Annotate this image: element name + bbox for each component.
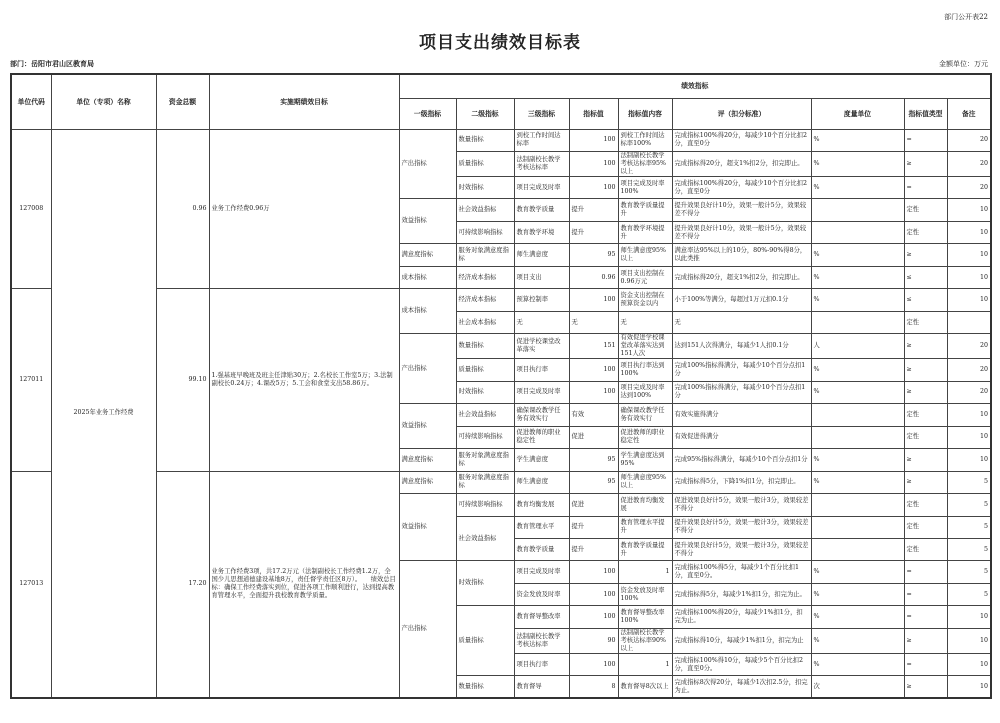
value-cell: 有效 — [569, 404, 618, 426]
content-cell: 师生满意度95%以上 — [618, 244, 672, 266]
standard-cell: 完成100%指标得满分，每减少10个百分点扣1分 — [672, 359, 811, 381]
standard-cell: 小于100%等满分，每超过1万元扣0.1分 — [672, 289, 811, 311]
funds-total: 0.96 — [156, 129, 209, 289]
l3-cell: 教育督导整改率 — [514, 606, 569, 628]
measure-cell: 次 — [811, 676, 904, 698]
measure-cell: % — [811, 381, 904, 403]
measure-cell: % — [811, 176, 904, 198]
level2-indicator: 质量指标 — [456, 606, 514, 676]
page-title: 项目支出绩效目标表 — [419, 33, 581, 53]
value-cell: 100 — [569, 561, 618, 583]
type-cell: = — [904, 606, 947, 628]
standard-cell: 完成指标100%得20分，每减少10个百分比扣2分，直至0分 — [672, 176, 811, 198]
type-cell: ≥ — [904, 359, 947, 381]
funds-total: 17.20 — [156, 471, 209, 698]
content-cell: 确保课改教学任务有效实行 — [618, 404, 672, 426]
l3-cell: 项目完成及时率 — [514, 381, 569, 403]
level2-indicator: 时效指标 — [456, 176, 514, 198]
standard-cell: 提升效果良好计5分，效果一般计3分，效果较差不得分 — [672, 539, 811, 561]
level2-indicator: 数量指标 — [456, 334, 514, 359]
measure-cell: % — [811, 266, 904, 288]
measure-cell: % — [811, 653, 904, 675]
content-cell: 1 — [618, 561, 672, 583]
value-cell: 0.96 — [569, 266, 618, 288]
l3-cell: 确保课改教学任务有效实行 — [514, 404, 569, 426]
standard-cell: 提升效果良好计10分，效果一般计5分，效果较差不得分 — [672, 199, 811, 221]
table-body — [11, 129, 991, 698]
unit-code: 127013 — [11, 471, 51, 698]
level2-indicator: 可持续影响指标 — [456, 494, 514, 516]
measure-cell: % — [811, 244, 904, 266]
level2-indicator: 服务对象满意度指标 — [456, 244, 514, 266]
content-cell: 项目支出控制在0.96万元 — [618, 266, 672, 288]
l3-cell: 教育均衡发展 — [514, 494, 569, 516]
content-cell: 师生满意度95%以上 — [618, 471, 672, 493]
level2-indicator: 质量指标 — [456, 359, 514, 381]
note-cell: 5 — [947, 471, 991, 493]
funds-total: 99.10 — [156, 289, 209, 471]
standard-cell: 提升效果良好计5分，效果一般计3分，效果较差不得分 — [672, 516, 811, 538]
standard-cell: 完成指标得5分，每减少1%扣1分，扣完为止。 — [672, 583, 811, 605]
standard-cell: 完成指标得20分，超支1%扣2分，扣完即止。 — [672, 266, 811, 288]
header-value: 指标值 — [569, 98, 618, 129]
header-note: 备注 — [947, 98, 991, 129]
note-cell: 5 — [947, 561, 991, 583]
value-cell: 促进 — [569, 494, 618, 516]
note-cell: 10 — [947, 653, 991, 675]
type-cell: 定性 — [904, 221, 947, 243]
level2-indicator: 服务对象满意度指标 — [456, 449, 514, 471]
standard-cell: 完成指标100%得20分，每减少10个百分比扣2分，直至0分 — [672, 129, 811, 151]
note-cell: 5 — [947, 539, 991, 561]
type-cell: 定性 — [904, 494, 947, 516]
note-cell: 10 — [947, 449, 991, 471]
measure-cell — [811, 311, 904, 333]
standard-cell: 完成指标100%得10分，每减少5个百分比扣2分，直至0分。 — [672, 653, 811, 675]
measure-cell — [811, 516, 904, 538]
header-standard: 评（扣分标准） — [672, 98, 811, 129]
level1-indicator: 产出指标 — [399, 129, 456, 199]
content-cell: 教育督导整改率100% — [618, 606, 672, 628]
value-cell: 100 — [569, 151, 618, 176]
content-cell: 教育管理水平提升 — [618, 516, 672, 538]
level2-indicator: 可持续影响指标 — [456, 221, 514, 243]
level2-indicator: 社会效益指标 — [456, 199, 514, 221]
performance-goal: 业务工作经费0.96万 — [209, 129, 399, 289]
type-cell: ≤ — [904, 266, 947, 288]
form-number: 部门公开表22 — [944, 13, 988, 21]
measure-cell: % — [811, 583, 904, 605]
content-cell: 项目完成及时率100% — [618, 176, 672, 198]
header-code: 单位代码 — [11, 74, 51, 129]
value-cell: 100 — [569, 606, 618, 628]
table-row — [11, 289, 991, 311]
value-cell: 100 — [569, 359, 618, 381]
content-cell: 促进教师的职业稳定性 — [618, 426, 672, 448]
type-cell: ≥ — [904, 471, 947, 493]
amount-unit-label: 金额单位：万元 — [939, 60, 988, 68]
l3-cell: 项目支出 — [514, 266, 569, 288]
level2-indicator: 社会成本指标 — [456, 311, 514, 333]
header-l1: 一级指标 — [399, 98, 456, 129]
type-cell: 定性 — [904, 311, 947, 333]
content-cell: 1 — [618, 653, 672, 675]
l3-cell: 促进学校课堂改革落实 — [514, 334, 569, 359]
note-cell: 10 — [947, 266, 991, 288]
level2-indicator: 时效指标 — [456, 561, 514, 606]
type-cell: 定性 — [904, 516, 947, 538]
standard-cell: 促进效果良好计5分，效果一般计3分，效果较差不得分 — [672, 494, 811, 516]
value-cell: 提升 — [569, 539, 618, 561]
note-cell: 20 — [947, 151, 991, 176]
standard-cell: 提升效果良好计10分，效果一般计5分，效果较差不得分 — [672, 221, 811, 243]
content-cell: 法制副校长教学考核达标率95%以上 — [618, 151, 672, 176]
type-cell: ≥ — [904, 628, 947, 653]
header-content: 指标值内容 — [618, 98, 672, 129]
unit-code: 127011 — [11, 289, 51, 471]
content-cell: 资金支出控制在预算资金以内 — [618, 289, 672, 311]
measure-cell: % — [811, 449, 904, 471]
content-cell: 法制副校长教学考核达标率90%以上 — [618, 628, 672, 653]
standard-cell: 无 — [672, 311, 811, 333]
l3-cell: 到校工作时间达标率 — [514, 129, 569, 151]
type-cell: ≥ — [904, 676, 947, 698]
measure-cell: % — [811, 606, 904, 628]
measure-cell — [811, 221, 904, 243]
measure-cell — [811, 426, 904, 448]
value-cell: 提升 — [569, 221, 618, 243]
note-cell: 10 — [947, 199, 991, 221]
header-measure: 度量单位 — [811, 98, 904, 129]
content-cell: 项目执行率达到100% — [618, 359, 672, 381]
type-cell: ≥ — [904, 381, 947, 403]
level1-indicator: 效益指标 — [399, 494, 456, 561]
note-cell: 10 — [947, 221, 991, 243]
note-cell: 10 — [947, 606, 991, 628]
note-cell: 5 — [947, 516, 991, 538]
measure-cell: % — [811, 151, 904, 176]
level1-indicator: 满意度指标 — [399, 449, 456, 471]
standard-cell: 完成指标得10分，每减少1%扣1分，扣完为止 — [672, 628, 811, 653]
header-type: 指标值类型 — [904, 98, 947, 129]
value-cell: 100 — [569, 129, 618, 151]
value-cell: 100 — [569, 583, 618, 605]
type-cell: ≥ — [904, 334, 947, 359]
l3-cell: 预算控制率 — [514, 289, 569, 311]
measure-cell: % — [811, 628, 904, 653]
performance-table — [10, 73, 992, 699]
l3-cell: 教育教学环境 — [514, 221, 569, 243]
note-cell: 20 — [947, 334, 991, 359]
level1-indicator: 效益指标 — [399, 199, 456, 244]
level1-indicator: 满意度指标 — [399, 244, 456, 266]
measure-cell: % — [811, 129, 904, 151]
project-name: 2025年业务工作经费 — [51, 129, 156, 698]
l3-cell: 资金发放及时率 — [514, 583, 569, 605]
value-cell: 8 — [569, 676, 618, 698]
level1-indicator: 成本指标 — [399, 266, 456, 288]
value-cell: 100 — [569, 653, 618, 675]
standard-cell: 完成指标得20分，超支1%扣2分，扣完即止。 — [672, 151, 811, 176]
value-cell: 100 — [569, 289, 618, 311]
standard-cell: 完成指标8次得20分，每减少1次扣2.5分，扣完为止。 — [672, 676, 811, 698]
standard-cell: 完成指标100%得5分，每减少1个百分比扣1分，直至0分。 — [672, 561, 811, 583]
note-cell: 5 — [947, 494, 991, 516]
value-cell: 100 — [569, 176, 618, 198]
performance-goal: 1.强基班早晚班及班主任津贴30万；2.名校长工作室5万；3.法制副校长0.24万；4.课改5万；5.工会和食堂支出58.86万。 — [209, 289, 399, 471]
standard-cell: 达到151人次得满分，每减少1人扣0.1分 — [672, 334, 811, 359]
l3-cell: 项目完成及时率 — [514, 561, 569, 583]
table-row — [11, 129, 991, 151]
l3-cell: 法制副校长教学考核达标率 — [514, 151, 569, 176]
measure-cell — [811, 404, 904, 426]
value-cell: 100 — [569, 381, 618, 403]
l3-cell: 法制副校长教学考核达标率 — [514, 628, 569, 653]
standard-cell: 完成指标100%得20分，每减少1%扣1分，扣完为止。 — [672, 606, 811, 628]
l3-cell: 师生满意度 — [514, 244, 569, 266]
measure-cell — [811, 494, 904, 516]
content-cell: 教育督导8次以上 — [618, 676, 672, 698]
l3-cell: 项目执行率 — [514, 359, 569, 381]
type-cell: = — [904, 129, 947, 151]
value-cell: 提升 — [569, 199, 618, 221]
value-cell: 95 — [569, 244, 618, 266]
performance-goal: 业务工作经费3项，共17.2万元（法制副校长工作经费1.2万，全国少儿思想道德建设基地8万，责任督学责任区8万）。 绩效总目标：确保工作经费落实到位，促进各项工作顺利进行，达到提高教育管理水平，全面提升我校教育教学质量。 — [209, 471, 399, 698]
standard-cell: 有效促进得满分 — [672, 426, 811, 448]
measure-cell: % — [811, 561, 904, 583]
level2-indicator: 社会效益指标 — [456, 404, 514, 426]
note-cell: 5 — [947, 583, 991, 605]
level2-indicator: 经济成本指标 — [456, 266, 514, 288]
type-cell: 定性 — [904, 404, 947, 426]
measure-cell: % — [811, 471, 904, 493]
value-cell: 90 — [569, 628, 618, 653]
type-cell: = — [904, 583, 947, 605]
type-cell: 定性 — [904, 539, 947, 561]
header-funds: 资金总额 — [156, 74, 209, 129]
value-cell: 95 — [569, 471, 618, 493]
l3-cell: 无 — [514, 311, 569, 333]
level1-indicator: 产出指标 — [399, 561, 456, 698]
l3-cell: 教育教学质量 — [514, 199, 569, 221]
note-cell: 20 — [947, 359, 991, 381]
l3-cell: 促进教师的职业稳定性 — [514, 426, 569, 448]
measure-cell — [811, 539, 904, 561]
note-cell: 10 — [947, 676, 991, 698]
value-cell: 95 — [569, 449, 618, 471]
header-perf: 绩效指标 — [399, 74, 991, 98]
level2-indicator: 经济成本指标 — [456, 289, 514, 311]
header-l2: 二级指标 — [456, 98, 514, 129]
measure-cell — [811, 199, 904, 221]
standard-cell: 完成指标得5分，下降1%扣1分，扣完即止。 — [672, 471, 811, 493]
l3-cell: 教育督导 — [514, 676, 569, 698]
standard-cell: 完成95%指标得满分，每减少10个百分点扣1分 — [672, 449, 811, 471]
l3-cell: 教育教学质量 — [514, 539, 569, 561]
table-row — [11, 471, 991, 493]
measure-cell: % — [811, 289, 904, 311]
department-label: 部门：岳阳市君山区教育局 — [10, 59, 94, 68]
header-name: 单位（专项）名称 — [51, 74, 156, 129]
content-cell: 教育教学质量提升 — [618, 199, 672, 221]
standard-cell: 完成100%指标得满分，每减少10个百分点扣1分 — [672, 381, 811, 403]
standard-cell: 满意率达95%以上的10分，80%-90%得8分，以此类推 — [672, 244, 811, 266]
header-l3: 三级指标 — [514, 98, 569, 129]
header-goal: 实施期绩效目标 — [209, 74, 399, 129]
content-cell: 无 — [618, 311, 672, 333]
value-cell: 151 — [569, 334, 618, 359]
type-cell: = — [904, 176, 947, 198]
content-cell: 教育教学环境提升 — [618, 221, 672, 243]
content-cell: 项目完成及时率达到100% — [618, 381, 672, 403]
measure-cell: % — [811, 359, 904, 381]
type-cell: ≥ — [904, 151, 947, 176]
content-cell: 有效促进学校课堂改革落实达到151人次 — [618, 334, 672, 359]
type-cell: ≤ — [904, 289, 947, 311]
type-cell: ≥ — [904, 449, 947, 471]
content-cell: 资金发放及时率100% — [618, 583, 672, 605]
measure-cell: 人 — [811, 334, 904, 359]
note-cell: 20 — [947, 381, 991, 403]
content-cell: 促进教育均衡发展 — [618, 494, 672, 516]
l3-cell: 项目执行率 — [514, 653, 569, 675]
l3-cell: 项目完成及时率 — [514, 176, 569, 198]
note-cell: 10 — [947, 426, 991, 448]
note-cell: 20 — [947, 176, 991, 198]
level1-indicator: 成本指标 — [399, 289, 456, 334]
level2-indicator: 数量指标 — [456, 676, 514, 698]
type-cell: = — [904, 561, 947, 583]
l3-cell: 师生满意度 — [514, 471, 569, 493]
level1-indicator: 满意度指标 — [399, 471, 456, 493]
note-cell: 20 — [947, 129, 991, 151]
l3-cell: 学生满意度 — [514, 449, 569, 471]
level1-indicator: 效益指标 — [399, 404, 456, 449]
content-cell: 教育教学质量提升 — [618, 539, 672, 561]
note-cell: 10 — [947, 289, 991, 311]
value-cell: 促进 — [569, 426, 618, 448]
level2-indicator: 质量指标 — [456, 151, 514, 176]
l3-cell: 教育管理水平 — [514, 516, 569, 538]
note-cell: 10 — [947, 244, 991, 266]
value-cell: 无 — [569, 311, 618, 333]
type-cell: 定性 — [904, 199, 947, 221]
unit-code: 127008 — [11, 129, 51, 289]
level2-indicator: 社会效益指标 — [456, 516, 514, 561]
note-cell: 10 — [947, 628, 991, 653]
level2-indicator: 服务对象满意度指标 — [456, 471, 514, 493]
level2-indicator: 可持续影响指标 — [456, 426, 514, 448]
level1-indicator: 产出指标 — [399, 334, 456, 404]
note-cell: 10 — [947, 404, 991, 426]
level2-indicator: 时效指标 — [456, 381, 514, 403]
type-cell: ≥ — [904, 244, 947, 266]
type-cell: 定性 — [904, 426, 947, 448]
content-cell: 学生满意度达到95% — [618, 449, 672, 471]
standard-cell: 有效实施得满分 — [672, 404, 811, 426]
type-cell: = — [904, 653, 947, 675]
note-cell — [947, 311, 991, 333]
value-cell: 提升 — [569, 516, 618, 538]
content-cell: 到校工作时间达标率100% — [618, 129, 672, 151]
level2-indicator: 数量指标 — [456, 129, 514, 151]
